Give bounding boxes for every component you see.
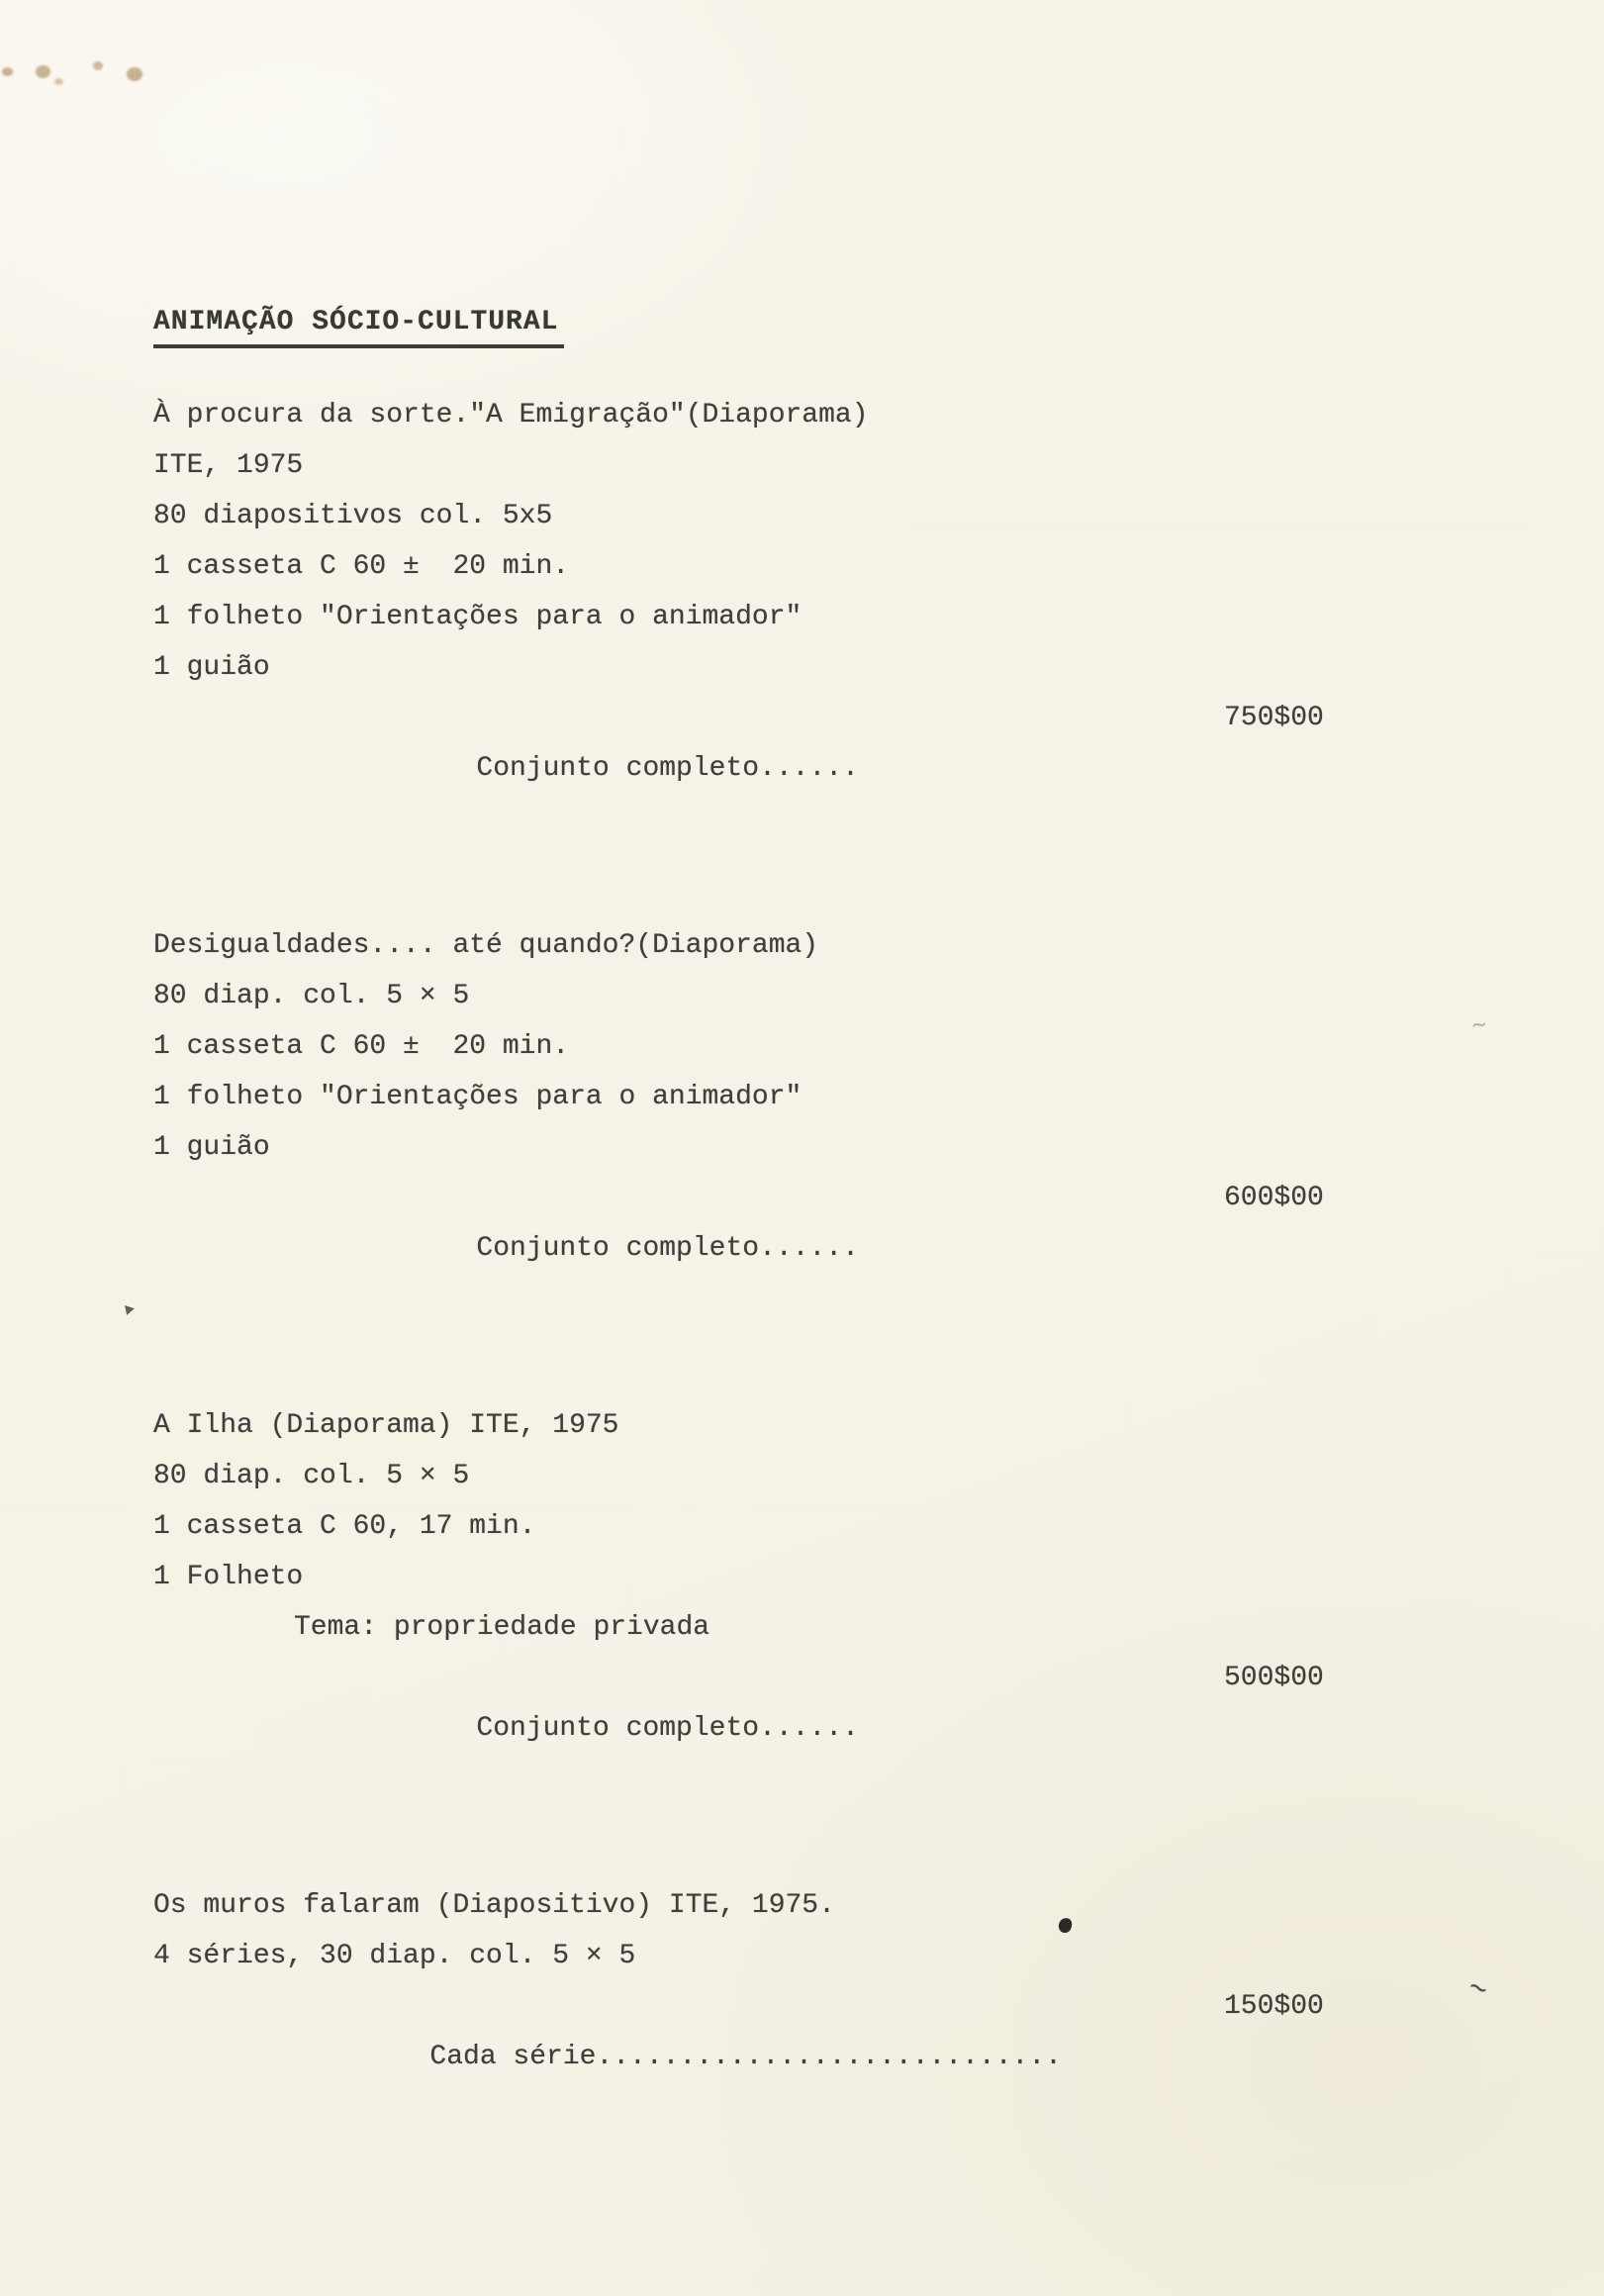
- entry-line: 1 casseta C 60 ± 20 min.: [153, 551, 570, 582]
- entry-title-line: Desigualdades.... até quando?(Diaporama): [153, 930, 819, 961]
- entry-line: 1 Folheto: [153, 1562, 304, 1592]
- entry-line: ITE, 1975: [153, 450, 304, 481]
- entry-line: 80 diapositivos col. 5x5: [153, 501, 553, 531]
- price-row: [153, 693, 1440, 895]
- entry-line: 1 guião: [153, 652, 270, 683]
- price-dots-label: Conjunto completo......: [476, 1233, 859, 1264]
- price-value: 150$00: [1224, 1991, 1324, 2022]
- entry-theme-line: Tema: propriedade privada: [294, 1612, 710, 1643]
- price-value: 750$00: [1224, 703, 1324, 733]
- paper-stain: [36, 65, 50, 78]
- catalog-entry: [153, 390, 1440, 895]
- margin-dash-mark: ∼: [1470, 1012, 1488, 1041]
- price-dots-label: Cada série............................: [429, 2042, 1062, 2072]
- pen-squiggle-mark: ∼: [1462, 1970, 1492, 2010]
- price-row: [153, 1173, 1440, 1375]
- page-title: ANIMAÇÃO SÓCIO-CULTURAL: [153, 303, 564, 348]
- price-dots-label: Conjunto completo......: [476, 753, 859, 784]
- price-dots-label: Conjunto completo......: [476, 1713, 859, 1744]
- entry-line: 80 diap. col. 5 × 5: [153, 1461, 470, 1491]
- price-row: [153, 1653, 1440, 1855]
- entry-title-line: Os muros falaram (Diapositivo) ITE, 1975.: [153, 1890, 835, 1921]
- catalog-entry: [153, 1400, 1440, 1855]
- entry-line: 1 guião: [153, 1132, 270, 1163]
- paper-stain: [2, 67, 13, 76]
- paper-stain: [93, 61, 103, 70]
- entry-line: 1 casseta C 60, 17 min.: [153, 1511, 536, 1542]
- entry-title-line: À procura da sorte."A Emigração"(Diaporama): [153, 400, 869, 430]
- paper-stain: [54, 78, 63, 85]
- entry-line: 1 folheto "Orientações para o animador": [153, 602, 802, 632]
- entry-line: 80 diap. col. 5 × 5: [153, 981, 470, 1011]
- price-value: 500$00: [1224, 1663, 1324, 1693]
- catalog-entry: [153, 920, 1440, 1375]
- entry-line: 4 séries, 30 diap. col. 5 × 5: [153, 1941, 636, 1971]
- entry-line: 1 casseta C 60 ± 20 min.: [153, 1031, 570, 1062]
- catalog-entry: [153, 1880, 1440, 2183]
- entry-line: 1 folheto "Orientações para o animador": [153, 1082, 802, 1112]
- margin-arrow-mark: [125, 1303, 136, 1315]
- price-row: [153, 1981, 1440, 2183]
- price-value: 600$00: [1224, 1183, 1324, 1213]
- typewritten-content: [153, 303, 1440, 2183]
- paper-stain: [127, 67, 142, 81]
- entry-title-line: A Ilha (Diaporama) ITE, 1975: [153, 1410, 619, 1441]
